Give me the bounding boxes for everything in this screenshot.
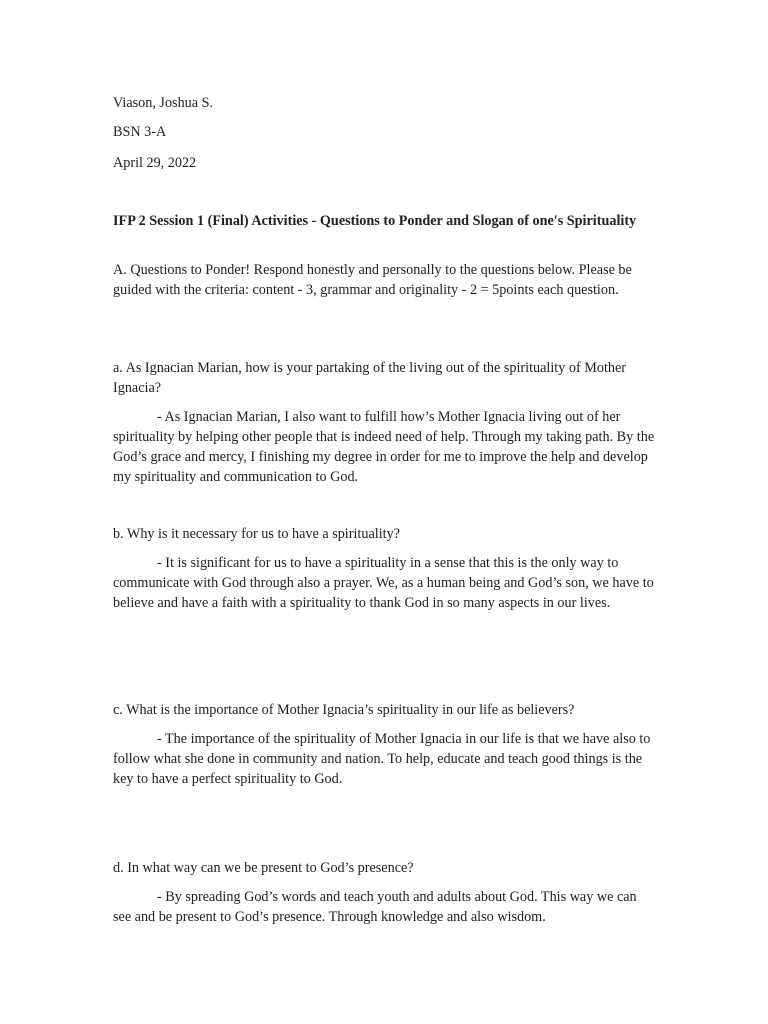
student-section: BSN 3-A (113, 124, 167, 140)
student-name: Viason, Joshua S. (113, 95, 214, 111)
question-d: d. In what way can we be present to God’s presence? (113, 860, 414, 876)
question-a: a. As Ignacian Marian, how is your partaking of the living out of the spirituality of Mother Ignacia? (113, 360, 627, 396)
answer-d: - By spreading God’s words and teach youth and adults about God. This way we can see and be present to God’s presence. Through knowledge and also wisdom. (113, 889, 637, 925)
instructions-text: A. Questions to Ponder! Respond honestly and personally to the questions below. Please be guided with the criteria: content - 3, grammar and originality - 2 = 5points each question. (113, 262, 632, 298)
answer-c: - The importance of the spirituality of Mother Ignacia in our life is that we have also to follow what she done in community and nation. To help, educate and teach good things is the key to have a perfect spirituality to God. (113, 731, 651, 787)
question-c: c. What is the importance of Mother Ignacia’s spirituality in our life as believers? (113, 702, 575, 718)
document-date: April 29, 2022 (113, 155, 197, 171)
question-b: b. Why is it necessary for us to have a spirituality? (113, 526, 400, 542)
answer-a: - As Ignacian Marian, I also want to fulfill how’s Mother Ignacia living out of her spirituality by helping other people that is indeed need of help. Through my taking path. By the God’s grace and mercy, I finishing my degree in order for me to improve the help and develop my spirituality and communication to God. (113, 409, 655, 485)
answer-b: - It is significant for us to have a spirituality in a sense that this is the only way to communicate with God through also a prayer. We, as a human being and God’s son, we have to believe and have a faith with a spirituality to thank God in so many aspects in our lives. (113, 555, 654, 611)
document-title: IFP 2 Session 1 (Final) Activities - Questions to Ponder and Slogan of one's Spirituality (113, 213, 637, 229)
